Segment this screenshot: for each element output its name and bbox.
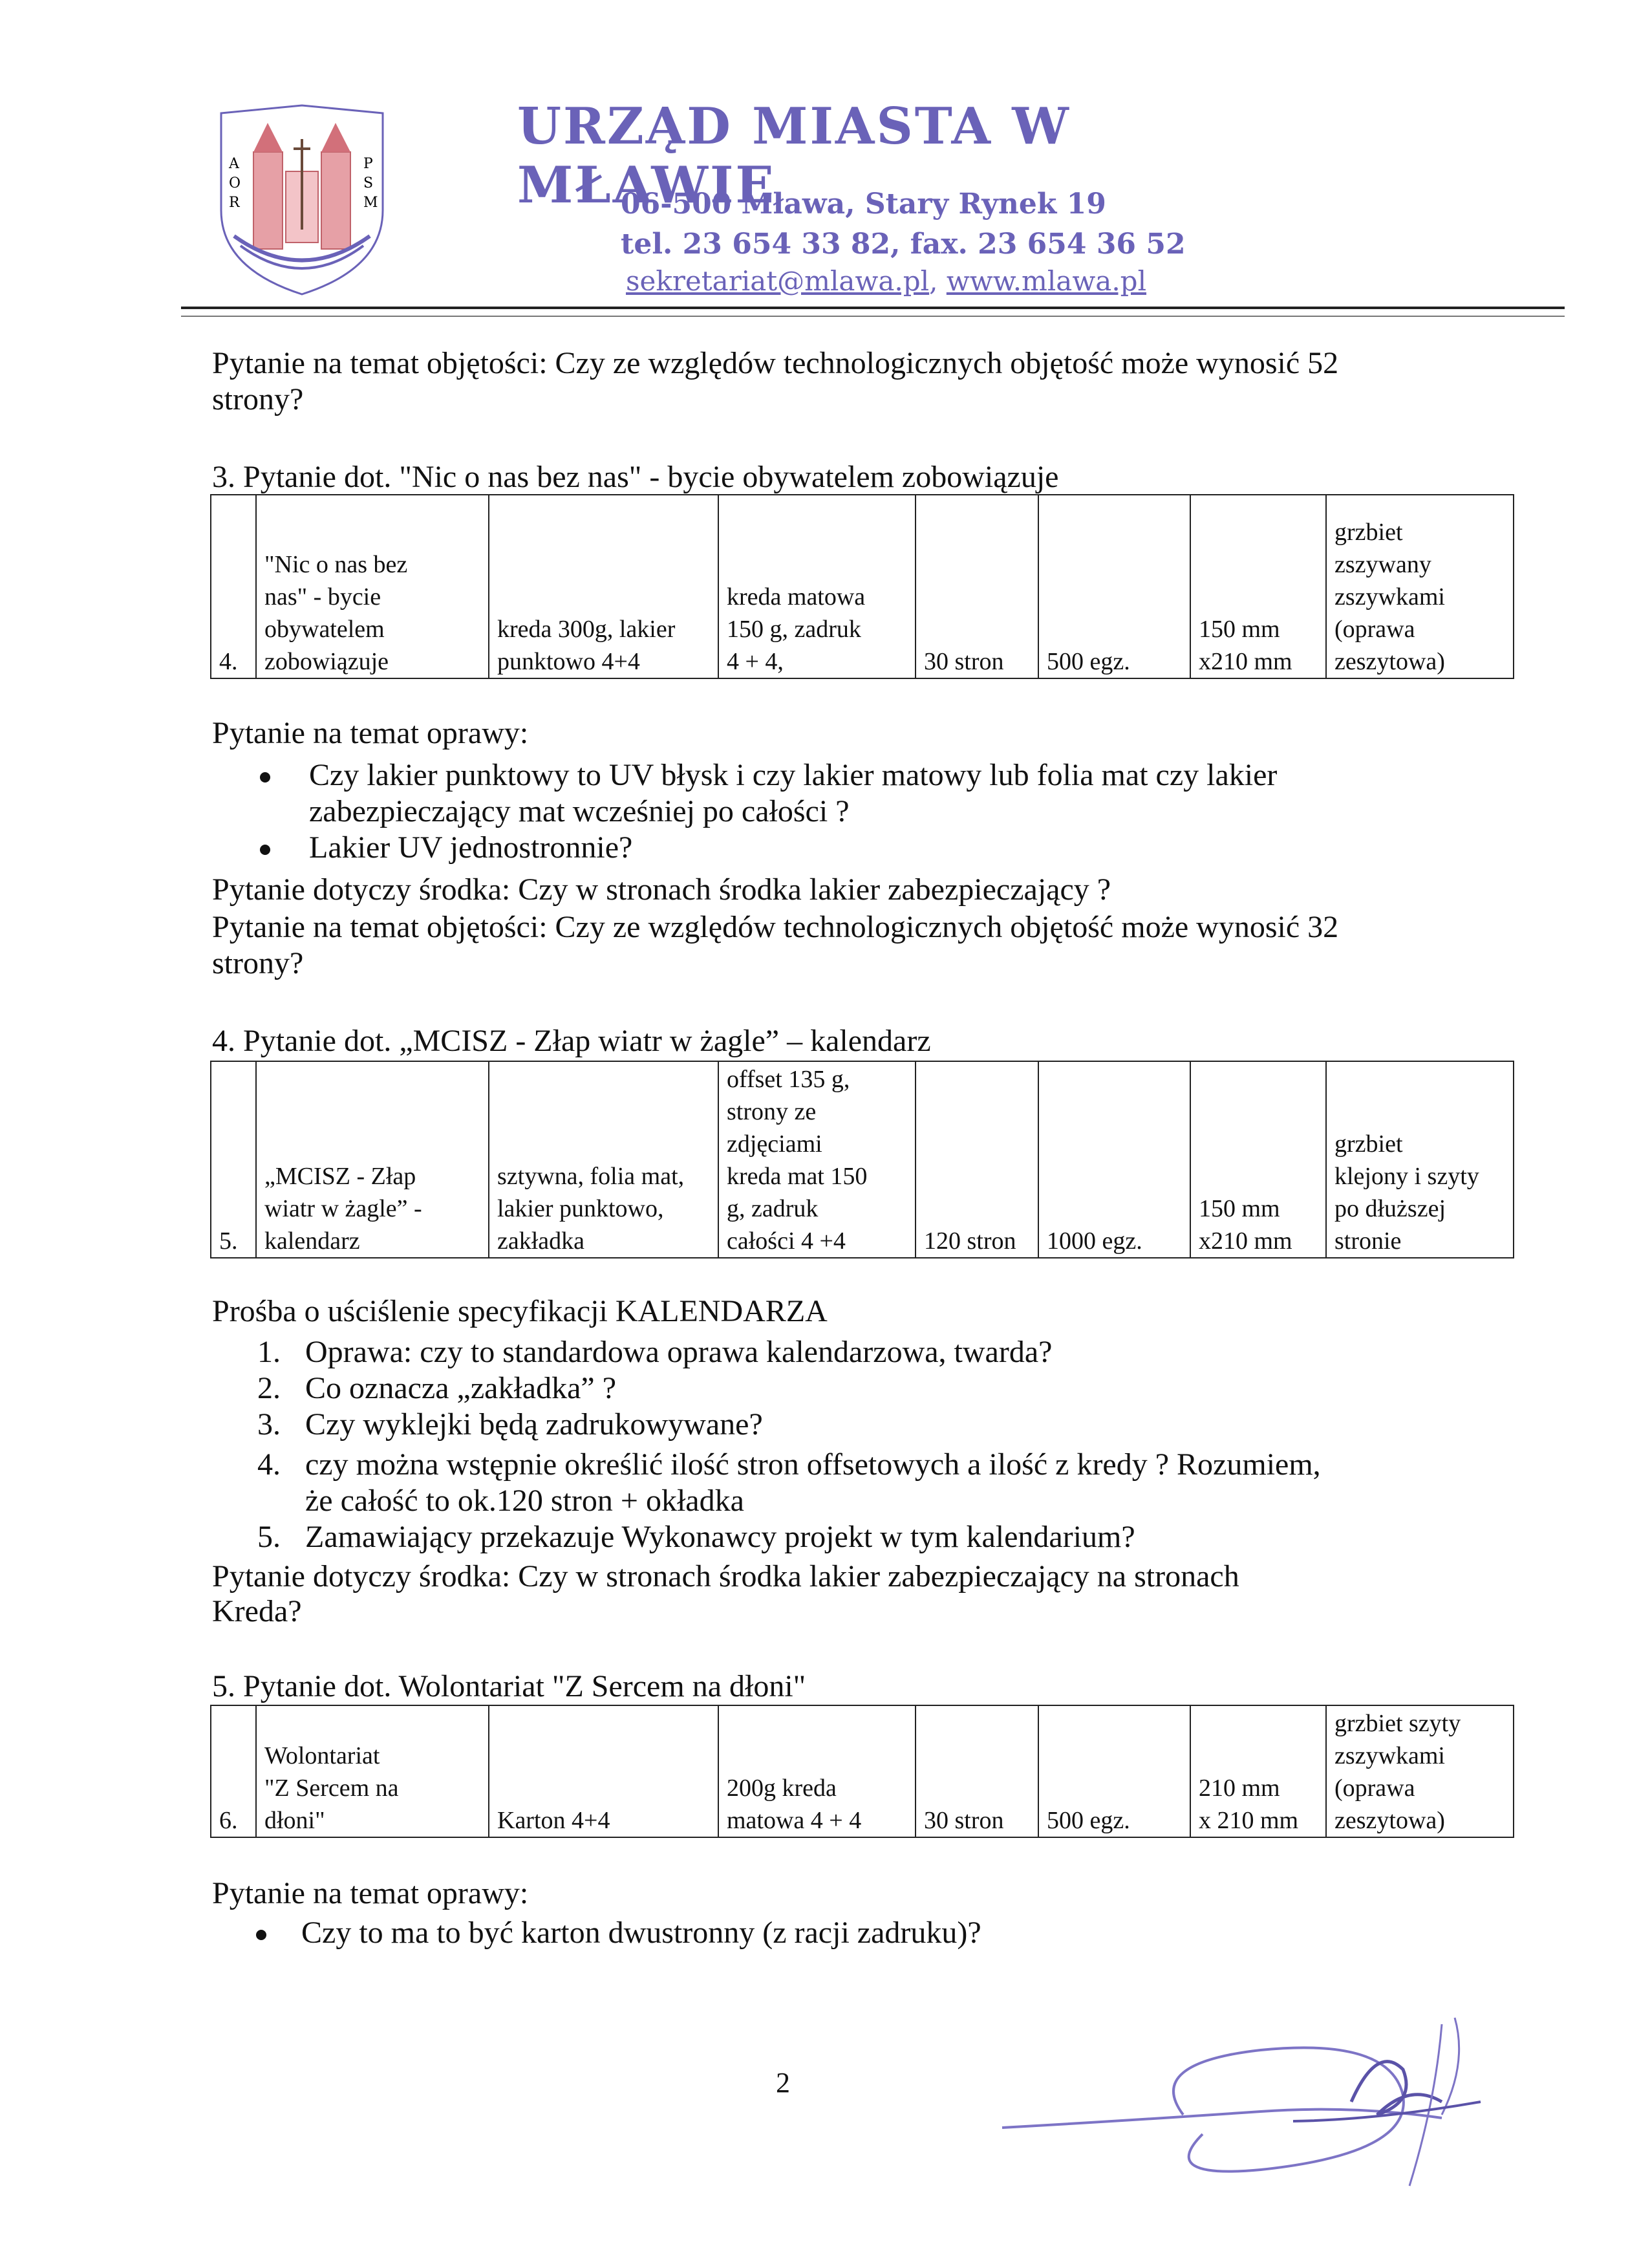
cell-line: "Nic o nas bez bbox=[264, 551, 408, 578]
binding-question-heading: Pytanie na temat oprawy: bbox=[212, 716, 529, 750]
cell-line: kreda 300g, lakier bbox=[497, 616, 676, 643]
cell-line: (oprawa bbox=[1334, 616, 1415, 643]
format-cell bbox=[1190, 1061, 1326, 1258]
cell-line: zszywkami bbox=[1334, 583, 1445, 610]
volume-question-line: Pytanie na temat objętości: Czy ze względów technologicznych objętość może wynosić 32 bbox=[212, 910, 1339, 944]
cell-line: dłoni" bbox=[264, 1807, 325, 1834]
list-item: zabezpieczający mat wcześniej po całości ? bbox=[309, 794, 850, 828]
product-name-cell bbox=[256, 1705, 489, 1837]
quantity-cell: 500 egz. bbox=[1038, 1705, 1190, 1837]
binding-cell bbox=[1326, 1061, 1514, 1258]
crest-letter: R bbox=[229, 195, 240, 211]
table-row bbox=[211, 1061, 1514, 1258]
crest-letter: S bbox=[363, 175, 374, 191]
list-item: czy można wstępnie określić ilość stron offsetowych a ilość z kredy ? Rozumiem, bbox=[305, 1447, 1321, 1482]
spec-table bbox=[210, 1061, 1514, 1258]
list-item: Lakier UV jednostronnie? bbox=[309, 830, 633, 865]
cell-line: 200g kreda bbox=[727, 1775, 837, 1802]
cell-line: „MCISZ - Złap bbox=[264, 1163, 416, 1190]
crest-letter: A bbox=[229, 156, 239, 172]
cell-line: x210 mm bbox=[1199, 1227, 1292, 1255]
header-divider bbox=[181, 307, 1565, 309]
section-heading: 4. Pytanie dot. „MCISZ - Złap wiatr w żagle” – kalendarz bbox=[212, 1024, 931, 1058]
cell-line: (oprawa bbox=[1334, 1775, 1415, 1802]
coat-of-arms-logo bbox=[208, 100, 396, 297]
inside-question-line: Kreda? bbox=[212, 1594, 302, 1628]
cell-line: x210 mm bbox=[1199, 648, 1292, 675]
cell-line: kreda mat 150 bbox=[727, 1163, 868, 1190]
cell-line: matowa 4 + 4 bbox=[727, 1807, 862, 1834]
cell-line: grzbiet szyty bbox=[1334, 1710, 1461, 1737]
cover-cell bbox=[489, 495, 718, 678]
cell-line: 210 mm bbox=[1199, 1775, 1280, 1802]
row-number: 6. bbox=[211, 1705, 256, 1837]
office-address: 06-500 Mława, Stary Rynek 19 bbox=[621, 188, 1106, 221]
cell-line: kreda matowa bbox=[727, 583, 866, 610]
volume-question-line: Pytanie na temat objętości: Czy ze względów technologicznych objętość może wynosić 52 bbox=[212, 346, 1339, 380]
cell-line: 150 mm bbox=[1199, 616, 1280, 643]
inside-cell bbox=[718, 1061, 916, 1258]
office-phone: tel. 23 654 33 82, fax. 23 654 36 52 bbox=[621, 228, 1186, 261]
table-row bbox=[211, 495, 1514, 678]
list-item: Zamawiający przekazuje Wykonawcy projekt w tym kalendarium? bbox=[305, 1520, 1135, 1554]
inside-question-line: Pytanie dotyczy środka: Czy w stronach środka lakier zabezpieczający na stronach bbox=[212, 1559, 1239, 1593]
section-heading: 5. Pytanie dot. Wolontariat "Z Sercem na dłoni" bbox=[212, 1669, 806, 1703]
list-number: 4. bbox=[257, 1447, 281, 1482]
cell-line: offset 135 g, bbox=[727, 1066, 850, 1093]
bullet-icon bbox=[256, 1930, 266, 1940]
quantity-cell: 1000 egz. bbox=[1038, 1061, 1190, 1258]
cell-line: Karton 4+4 bbox=[497, 1807, 610, 1834]
cell-line: zeszytowa) bbox=[1334, 1807, 1445, 1834]
cell-line: zszywkami bbox=[1334, 1742, 1445, 1769]
quantity-cell: 500 egz. bbox=[1038, 495, 1190, 678]
list-item: że całość to ok.120 stron + okładka bbox=[305, 1484, 744, 1518]
product-name-cell bbox=[256, 1061, 489, 1258]
cell-line: stronie bbox=[1334, 1227, 1402, 1255]
cell-line: 4 + 4, bbox=[727, 648, 784, 675]
cell-line: Wolontariat bbox=[264, 1742, 380, 1769]
crest-letter: O bbox=[229, 175, 241, 191]
contact-separator: , bbox=[929, 265, 938, 297]
inside-cell bbox=[718, 1705, 916, 1837]
list-item: Oprawa: czy to standardowa oprawa kalendarzowa, twarda? bbox=[305, 1335, 1053, 1369]
cell-line: obywatelem bbox=[264, 616, 385, 643]
cell-line: zobowiązuje bbox=[264, 648, 389, 675]
cell-line: "Z Sercem na bbox=[264, 1775, 399, 1802]
format-cell bbox=[1190, 495, 1326, 678]
cell-line: całości 4 +4 bbox=[727, 1227, 846, 1255]
binding-cell bbox=[1326, 495, 1514, 678]
table-row bbox=[211, 1705, 1514, 1837]
product-name-cell bbox=[256, 495, 489, 678]
crest-letter: M bbox=[363, 195, 378, 211]
row-number: 5. bbox=[211, 1061, 256, 1258]
section-heading: 3. Pytanie dot. "Nic o nas bez nas" - bycie obywatelem zobowiązuje bbox=[212, 460, 1059, 494]
cell-line: zdjęciami bbox=[727, 1130, 822, 1158]
office-contacts bbox=[626, 265, 1146, 297]
cell-line: grzbiet bbox=[1334, 1130, 1403, 1158]
cell-line: x 210 mm bbox=[1199, 1807, 1299, 1834]
pages-cell: 30 stron bbox=[916, 495, 1038, 678]
list-item: Co oznacza „zakładka” ? bbox=[305, 1371, 617, 1405]
list-number: 3. bbox=[257, 1407, 281, 1442]
cell-line: klejony i szyty bbox=[1334, 1163, 1479, 1190]
cell-line: g, zadruk bbox=[727, 1195, 819, 1222]
list-item: Czy to ma to być karton dwustronny (z racji zadruku)? bbox=[301, 1916, 981, 1950]
cell-line: zakładka bbox=[497, 1227, 585, 1255]
cell-line: punktowo 4+4 bbox=[497, 648, 640, 675]
signature-image bbox=[989, 2005, 1519, 2218]
cell-line: zeszytowa) bbox=[1334, 648, 1445, 675]
cell-line: lakier punktowo, bbox=[497, 1195, 664, 1222]
binding-question-heading: Pytanie na temat oprawy: bbox=[212, 1876, 529, 1910]
volume-question-line: strony? bbox=[212, 946, 304, 980]
list-item: Czy lakier punktowy to UV błysk i czy lakier matowy lub folia mat czy lakier bbox=[309, 758, 1278, 792]
page-number: 2 bbox=[776, 2067, 790, 2099]
cell-line: zszywany bbox=[1334, 551, 1431, 578]
list-item: Czy wyklejki będą zadrukowywane? bbox=[305, 1407, 763, 1442]
pages-cell: 30 stron bbox=[916, 1705, 1038, 1837]
binding-cell bbox=[1326, 1705, 1514, 1837]
cell-line: po dłuższej bbox=[1334, 1195, 1446, 1222]
spec-table bbox=[210, 494, 1514, 679]
cell-line: wiatr w żagle” - bbox=[264, 1195, 422, 1222]
pages-cell: 120 stron bbox=[916, 1061, 1038, 1258]
bullet-icon bbox=[260, 772, 270, 783]
spec-table bbox=[210, 1705, 1514, 1838]
inside-question: Pytanie dotyczy środka: Czy w stronach środka lakier zabezpieczający ? bbox=[212, 872, 1111, 907]
list-number: 2. bbox=[257, 1371, 281, 1405]
request-heading: Prośba o uściślenie specyfikacji KALENDARZA bbox=[212, 1294, 828, 1328]
website-link[interactable]: www.mlawa.pl bbox=[946, 265, 1147, 297]
cell-line: nas" - bycie bbox=[264, 583, 381, 610]
cell-line: 150 g, zadruk bbox=[727, 616, 861, 643]
cover-cell bbox=[489, 1061, 718, 1258]
list-number: 5. bbox=[257, 1520, 281, 1554]
volume-question-line: strony? bbox=[212, 382, 304, 416]
cell-line: strony ze bbox=[727, 1098, 817, 1125]
header-divider-thin bbox=[181, 316, 1565, 317]
cell-line: sztywna, folia mat, bbox=[497, 1163, 685, 1190]
crest-letter: P bbox=[363, 156, 373, 172]
row-number: 4. bbox=[211, 495, 256, 678]
office-title: URZĄD MIASTA W MŁAWIE bbox=[517, 97, 1071, 215]
cell-line: grzbiet bbox=[1334, 519, 1403, 546]
email-link[interactable]: sekretariat@mlawa.pl bbox=[626, 265, 930, 297]
cell-line: 150 mm bbox=[1199, 1195, 1280, 1222]
cell-line: kalendarz bbox=[264, 1227, 360, 1255]
bullet-icon bbox=[260, 845, 270, 855]
cover-cell bbox=[489, 1705, 718, 1837]
inside-cell bbox=[718, 495, 916, 678]
list-number: 1. bbox=[257, 1335, 281, 1369]
format-cell bbox=[1190, 1705, 1326, 1837]
